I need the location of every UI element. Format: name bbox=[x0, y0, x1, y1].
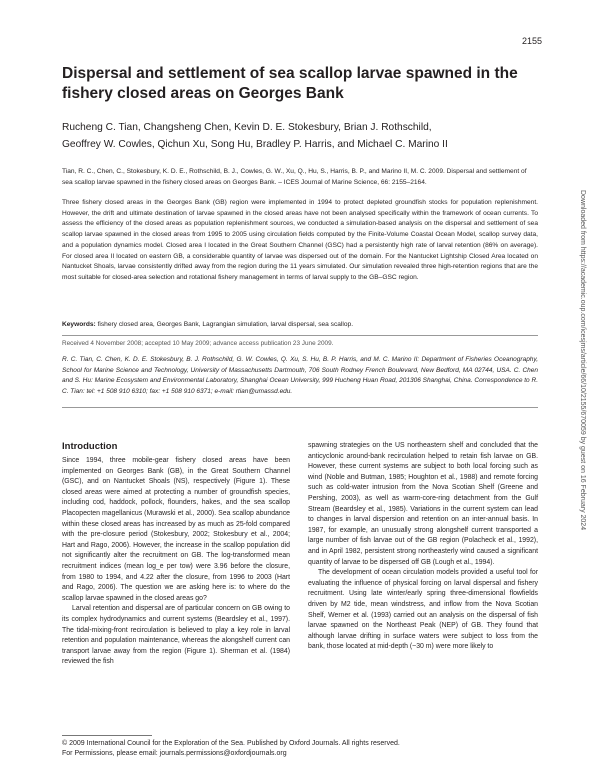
body-paragraph-4: The development of ocean circulation models provided a useful tool for evaluating the influence of physical forcing on larval dispersal and fishery recruitment. Using late winter/early spring three-dimensional flowfields driven by M2 tide, mean windstress, and inflow from the Nova Scotian Shelf, Werner et al. (1993) carried out an analysis on the dispersal of fish larvae spawned on the Northeast Peak (NEP) of GB. They found that although larvae drifting in surface waters were subject to loss from the bank, those located at mid-depth (~30 m) were more likely to bbox=[308, 569, 538, 651]
author-list bbox=[62, 119, 532, 153]
body-paragraph-3: spawning strategies on the US northeastern shelf and concluded that the anticyclonic around-bank recirculation helped to retain fish larvae on GB. However, these current systems are subject to both local forcing such as wind (Noble and Butman, 1985; Houghton et al., 1988) and remote forcing such as cold-water intrusion from the Nova Scotian Shelf (Greene and Pershing, 2003), as well as warm-core-ring detachment from the Gulf Stream (Beardsley et al., 1985). Variations in the current system can lead to changes in larval dispersion and retention on an inter-annual basis. In 1987, for example, an unusually strong alongshelf current transported a large number of fish larvae out of the GB region (Polacheck et al., 1992), and in April 1982, persistent strong northeasterly wind caused a significant quantity of larvae to be dispersed off GB (Lough et al., 1994). bbox=[308, 442, 538, 566]
intro-paragraph-1: Since 1994, three mobile-gear fishery closed areas have been implemented on Georges Bank (GB), in the Great Southern Channel (GSC), and on Nantucket Shoals (NS), respectively (Figure 1). These closed areas were aimed at protecting a number of groundfish species, including cod, haddock, pollock, flounders, hakes, and the sea scallop Placopecten magellanicus (Murawski et al., 2000). Sea scallop abundance within these closed areas has increased by as much as 25-fold compared with the pre-closure period (Stokesbury, 2002; Stokesbury et al., 2004; Hart and Rago, 2006). However, the increase in the scallop population did not significantly alter the recruitment on GB. The log-transformed mean recruitment indices (mean log_e per tow) were 3.96 before the closure, from 1980 to 1994, and 4.22 after the closure, from 1996 to 2003 (Hart and Rago, 2006). The question we are asking here is: to where do the scallop larvae spawned in the closed areas go? bbox=[62, 457, 290, 602]
author-affiliations: R. C. Tian, C. Chen, K. D. E. Stokesbury, B. J. Rothschild, G. W. Cowles, Q. Xu, S. Hu, B. P. Harris, and M. C. Marino II: Department of Fisheries Oceanography, School for Marine Science and Technology, University of Massachusetts Dartmouth, 706 South Rodney French Boulevard, New Bedford, MA 02744, USA. C. Chen and S. Hu: Marine Ecosystem and Environmental Laboratory, Shanghai Ocean University, 999 Hucheng Huan Road, 201306 Shanghai, China. Correspondence to R. C. Tian: tel: +1 508 910 6310; fax: +1 508 910 6371; e-mail: rtian@umassd.edu. bbox=[62, 356, 538, 396]
authors-line-1: Rucheng C. Tian, Changsheng Chen, Kevin D. E. Stokesbury, Brian J. Rothschild, bbox=[62, 122, 432, 133]
keywords-label: Keywords: bbox=[62, 321, 96, 328]
copyright-notice bbox=[62, 739, 538, 759]
keywords-text: fishery closed area, Georges Bank, Lagrangian simulation, larval dispersal, sea scallop. bbox=[97, 321, 354, 328]
article-title: Dispersal and settlement of sea scallop larvae spawned in the fishery closed areas on Georges Bank bbox=[62, 65, 518, 102]
citation: Tian, R. C., Chen, C., Stokesbury, K. D. E., Rothschild, B. J., Cowles, G. W., Xu, Q., Hu, S., Harris, B. P., and Marino II, M. C. 2009. Dispersal and settlement of sea scallop larvae spawned in the fishery closed areas on Georges Bank. – ICES Journal of Marine Science, 66: 2155–2164. bbox=[62, 168, 527, 186]
abstract: Three fishery closed areas in the Georges Bank (GB) region were implemented in 1994 to protect depleted groundfish stocks for population replenishment. However, the drift and ultimate destination of larvae spawned in the closed areas have not been analysed specifically within the framework of ocean currents. To assess the efficiency of the closed areas as population replenishment sources, we conducted a simulation-based analysis on the dispersal and settlement of sea scallop larvae spawned in the closed areas from 1995 to 2005 using circulation fields computed by the Finite-Volume Coastal Ocean Model, scallop survey data, and a population dynamics model. Closed area I located in the Great Southern Channel (GSC) had a persistently high rate of larval retention (86% on average). For closed area II located on eastern GB, a considerable quantity of larvae was dispersed out of the domain. For the Nantucket Lightship Closed Area located on Nantucket Shoals, larvae consistently drifted away from the region during the 11 years simulated. Our simulation revealed three high-retention regions that are the most suitable for closed-area selection and rotational fishery management in terms of larval supply to the GB–GSC region. bbox=[62, 199, 538, 281]
intro-paragraph-2: Larval retention and dispersal are of particular concern on GB owing to its complex hydrodynamics and current systems (Beardsley et al., 1997). The tidal-mixing-front recirculation is believed to play a key role in larval retention and population maintenance, whereas the alongshelf current can transport larvae away from the region (Figure 1). Sherman et al. (1984) reviewed the fish bbox=[62, 605, 290, 666]
divider bbox=[62, 407, 538, 408]
copyright-line: © 2009 International Council for the Exploration of the Sea. Published by Oxford Journals. All rights reserved. bbox=[62, 740, 400, 747]
footer-divider bbox=[62, 735, 152, 736]
keywords bbox=[62, 321, 538, 328]
permissions-line: For Permissions, please email: journals.permissions@oxfordjournals.org bbox=[62, 750, 287, 757]
right-column bbox=[308, 441, 538, 653]
page-number: 2155 bbox=[521, 36, 542, 46]
authors-line-2: Geoffrey W. Cowles, Qichun Xu, Song Hu, Bradley P. Harris, and Michael C. Marino II bbox=[62, 139, 448, 150]
divider bbox=[62, 335, 538, 336]
left-column bbox=[62, 456, 290, 668]
section-heading-introduction: Introduction bbox=[62, 441, 118, 452]
download-watermark bbox=[574, 190, 588, 610]
received-dates: Received 4 November 2008; accepted 10 May 2009; advance access publication 23 June 2009. bbox=[62, 340, 334, 347]
download-watermark-text: Downloaded from https://academic.oup.com/icesjms/article/66/10/2155/670059 by guest on 16 February 2024 bbox=[579, 190, 586, 531]
